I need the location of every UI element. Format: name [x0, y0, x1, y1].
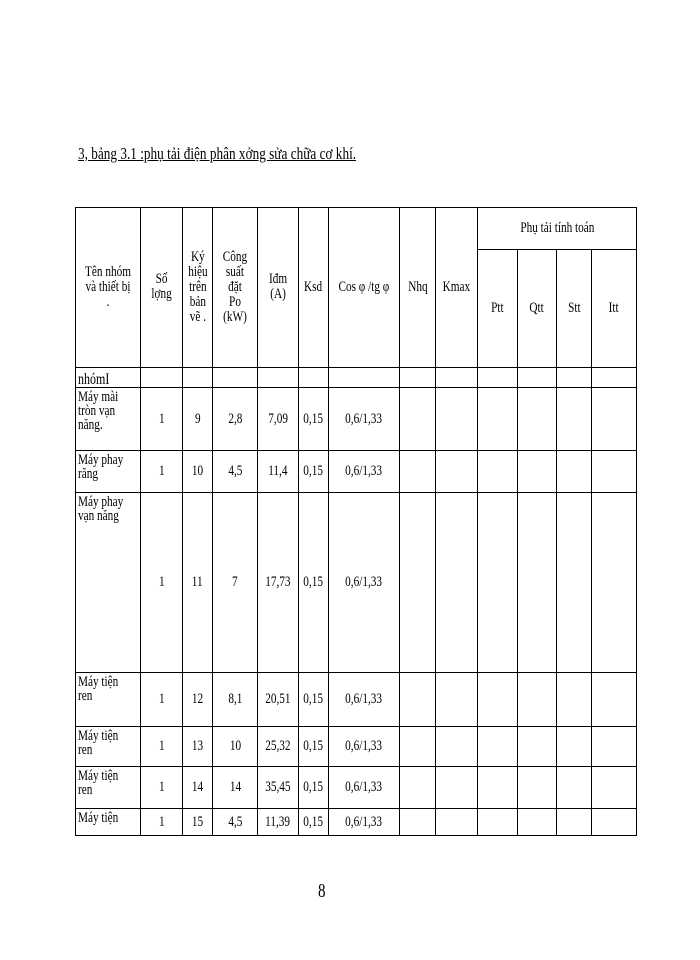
cell-cos	[329, 809, 400, 836]
cell-symbol	[183, 493, 213, 673]
empty-cell	[400, 451, 436, 493]
header-power	[213, 208, 258, 368]
cell-ksd-value: 0,15	[303, 813, 324, 830]
cell-qty	[141, 767, 183, 809]
empty-cell	[557, 673, 592, 727]
empty-cell	[557, 493, 592, 673]
empty-cell	[518, 388, 557, 451]
cell-qty-value: 1	[158, 574, 165, 590]
header-name-line: và thiết bị .	[85, 278, 131, 310]
cell-symbol-value: 10	[191, 463, 204, 479]
device-name-line: ren	[78, 688, 93, 704]
cell-cos-value: 0,6/1,33	[345, 691, 383, 707]
cell-symbol-value: 13	[191, 738, 204, 754]
cell-power-value: 4,5	[227, 463, 243, 479]
device-name-line: năng.	[78, 417, 103, 433]
cell-ksd-value: 0,15	[303, 691, 324, 707]
empty-cell	[557, 767, 592, 809]
empty-cell	[518, 673, 557, 727]
cell-power	[213, 727, 258, 767]
device-name-line: Máy tiện	[78, 728, 119, 744]
empty-cell	[592, 493, 637, 673]
empty-cell	[592, 388, 637, 451]
cell-idm-value: 20,51	[265, 691, 291, 707]
empty-cell	[557, 727, 592, 767]
cell-power	[213, 451, 258, 493]
cell-ksd-value: 0,15	[303, 738, 324, 754]
cell-qty-value: 1	[158, 463, 165, 479]
cell-cos	[329, 451, 400, 493]
cell-ksd	[299, 767, 329, 809]
device-name-line: ren	[78, 742, 93, 758]
header-qtt: Qtt	[518, 250, 557, 368]
header-symbol-line: hiệu	[187, 263, 208, 280]
empty-cell	[592, 727, 637, 767]
empty-cell	[557, 809, 592, 836]
empty-cell	[478, 727, 518, 767]
empty-cell	[478, 388, 518, 451]
cell-power-value: 8,1	[227, 691, 243, 707]
cell-idm	[258, 673, 299, 727]
cell-idm	[258, 451, 299, 493]
header-idm	[258, 208, 299, 368]
cell-idm-value: 11,4	[268, 463, 288, 479]
header-qty-line: lợng	[151, 286, 172, 302]
empty-cell	[400, 673, 436, 727]
cell-cos	[329, 767, 400, 809]
header-symbol-line: Ký	[190, 248, 205, 265]
header-name	[76, 208, 141, 368]
load-table-container	[75, 207, 637, 836]
device-name-cell	[76, 493, 141, 673]
cell-power	[213, 767, 258, 809]
empty-cell	[557, 388, 592, 451]
cell-power-value: 4,5	[227, 813, 243, 830]
header-qty	[141, 208, 183, 368]
group-label-cell	[76, 368, 141, 388]
cell-idm	[258, 493, 299, 673]
cell-cos-value: 0,6/1,33	[345, 463, 383, 479]
cell-qty	[141, 451, 183, 493]
empty-cell	[518, 493, 557, 673]
empty-cell	[436, 493, 478, 673]
cell-qty-value: 1	[158, 738, 165, 754]
empty-cell	[478, 451, 518, 493]
header-symbol	[183, 208, 213, 368]
empty-cell	[518, 727, 557, 767]
cell-symbol	[183, 767, 213, 809]
header-ksd: Ksd	[299, 208, 329, 368]
table-row	[76, 493, 637, 673]
header-power-line: suất đặt	[225, 263, 245, 295]
empty-cell	[436, 809, 478, 836]
header-symbol-line: bản	[189, 293, 206, 310]
cell-qty	[141, 388, 183, 451]
cell-symbol	[183, 673, 213, 727]
table-row	[76, 809, 637, 836]
cell-ksd-value: 0,15	[303, 410, 324, 427]
cell-idm	[258, 809, 299, 836]
device-name-line: tròn vạn	[78, 403, 116, 419]
header-qty-line: Số	[155, 271, 168, 287]
cell-symbol-value: 15	[191, 813, 204, 830]
empty-cell	[400, 809, 436, 836]
header-name-line: Tên nhóm	[85, 263, 131, 280]
cell-power	[213, 493, 258, 673]
device-name-line: vạn năng	[78, 508, 119, 524]
empty-cell	[518, 767, 557, 809]
cell-symbol	[183, 809, 213, 836]
cell-power-value: 7	[232, 574, 238, 590]
group-row	[76, 368, 637, 388]
header-idm-line: Iđm	[268, 271, 288, 287]
cell-cos-value: 0,6/1,33	[345, 779, 383, 795]
header-cos: Cos φ /tg φ	[329, 208, 400, 368]
cell-qty	[141, 727, 183, 767]
cell-cos	[329, 388, 400, 451]
table-row	[76, 673, 637, 727]
cell-symbol-value: 12	[191, 691, 204, 707]
empty-cell	[478, 809, 518, 836]
device-name-line: Máy tiện	[78, 810, 119, 826]
cell-cos-value: 0,6/1,33	[345, 738, 383, 754]
empty-cell	[436, 727, 478, 767]
cell-symbol	[183, 451, 213, 493]
cell-qty-value: 1	[158, 813, 165, 830]
empty-cell	[478, 767, 518, 809]
cell-symbol-value: 9	[194, 410, 201, 427]
load-table	[75, 207, 637, 836]
device-name-line: ren	[78, 782, 93, 798]
empty-cell	[400, 493, 436, 673]
empty-cell	[400, 388, 436, 451]
cell-ksd	[299, 451, 329, 493]
cell-ksd-value: 0,15	[303, 463, 324, 479]
empty-cell	[436, 767, 478, 809]
empty-cell	[592, 673, 637, 727]
cell-ksd-value: 0,15	[303, 779, 324, 795]
device-name-line: Máy tiện	[78, 674, 119, 690]
empty-cell	[400, 727, 436, 767]
cell-power	[213, 809, 258, 836]
header-ptt: Ptt	[478, 250, 518, 368]
device-name-line: Máy phay	[78, 494, 124, 510]
device-name-cell	[76, 767, 141, 809]
cell-idm	[258, 767, 299, 809]
device-name-cell	[76, 809, 141, 836]
cell-cos	[329, 727, 400, 767]
empty-cell	[436, 388, 478, 451]
cell-cos-value: 0,6/1,33	[345, 410, 383, 427]
empty-cell	[592, 767, 637, 809]
cell-power	[213, 673, 258, 727]
cell-cos-value: 0,6/1,33	[345, 813, 383, 830]
empty-cell	[518, 809, 557, 836]
empty-cell	[478, 493, 518, 673]
device-name-cell	[76, 388, 141, 451]
cell-idm	[258, 727, 299, 767]
cell-idm-value: 17,73	[265, 574, 291, 590]
cell-idm	[258, 388, 299, 451]
header-symbol-line: vẽ .	[189, 308, 206, 325]
cell-symbol-value: 11	[192, 574, 203, 590]
cell-power	[213, 388, 258, 451]
empty-cell	[400, 767, 436, 809]
header-kmax: Kmax	[436, 208, 478, 368]
cell-symbol	[183, 727, 213, 767]
cell-power-value: 10	[229, 738, 241, 754]
cell-idm-value: 7,09	[268, 410, 288, 427]
device-name-cell	[76, 673, 141, 727]
cell-ksd	[299, 727, 329, 767]
cell-qty	[141, 673, 183, 727]
header-calc-group: Phụ tải tính toán	[478, 208, 637, 250]
page-title: 3, bảng 3.1 :phụ tải điện phân xởng sửa chữa cơ khí.	[78, 144, 357, 163]
cell-qty	[141, 809, 183, 836]
empty-cell	[518, 451, 557, 493]
cell-qty	[141, 493, 183, 673]
empty-cell	[592, 451, 637, 493]
cell-idm-value: 11,39	[265, 813, 291, 830]
cell-qty-value: 1	[158, 410, 165, 427]
group-label: nhómI	[78, 371, 110, 388]
cell-cos-value: 0,6/1,33	[345, 574, 383, 590]
cell-ksd-value: 0,15	[303, 574, 324, 590]
header-idm-line: (A)	[270, 286, 286, 302]
empty-cell	[436, 673, 478, 727]
empty-cell	[436, 451, 478, 493]
table-row	[76, 451, 637, 493]
cell-symbol-value: 14	[191, 779, 204, 795]
header-itt: Itt	[592, 250, 637, 368]
table-row	[76, 727, 637, 767]
cell-power-value: 2,8	[227, 410, 243, 427]
device-name-line: Máy mài	[78, 389, 119, 405]
page-number: 8	[318, 880, 326, 902]
empty-cell	[557, 451, 592, 493]
cell-ksd	[299, 673, 329, 727]
device-name-cell	[76, 451, 141, 493]
header-stt: Stt	[557, 250, 592, 368]
device-name-line: răng	[78, 466, 98, 482]
header-power-line: Công	[222, 248, 248, 265]
device-name-line: Máy tiện	[78, 768, 119, 784]
device-name-line: Máy phay	[78, 452, 124, 468]
header-power-line: (kW)	[223, 308, 247, 325]
cell-idm-value: 25,32	[265, 738, 291, 754]
cell-qty-value: 1	[158, 779, 165, 795]
device-name-cell	[76, 727, 141, 767]
cell-cos	[329, 493, 400, 673]
cell-cos	[329, 673, 400, 727]
table-row	[76, 767, 637, 809]
cell-qty-value: 1	[158, 691, 165, 707]
empty-cell	[592, 809, 637, 836]
cell-ksd	[299, 388, 329, 451]
header-symbol-line: trên	[188, 278, 207, 295]
header-nhq: Nhq	[400, 208, 436, 368]
empty-cell	[478, 673, 518, 727]
table-row	[76, 388, 637, 451]
cell-ksd	[299, 809, 329, 836]
cell-idm-value: 35,45	[265, 779, 291, 795]
cell-symbol	[183, 388, 213, 451]
cell-ksd	[299, 493, 329, 673]
header-power-line: Po	[229, 293, 241, 310]
cell-power-value: 14	[229, 779, 241, 795]
